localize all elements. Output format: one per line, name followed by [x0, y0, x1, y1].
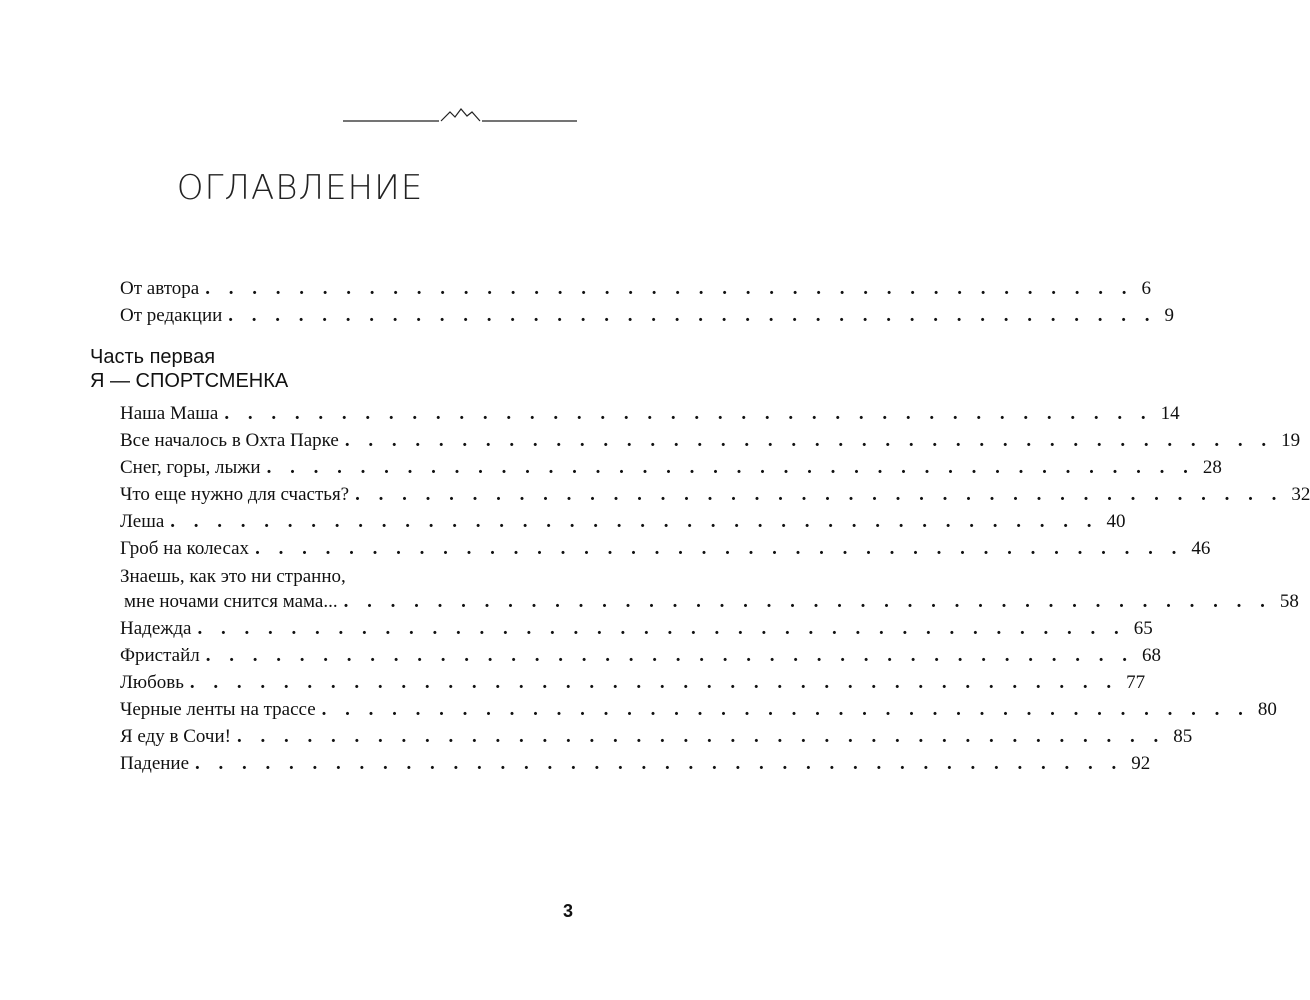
dot-leader: . . . . . . . . . . . . . . . . . . . . . . . . . . . . . . . . . . . . . . . .	[195, 753, 1124, 774]
toc-entry-title: Фристайл	[120, 645, 200, 666]
toc-entry-page: 92	[1131, 753, 1151, 774]
toc-entry-title: Черные ленты на трассе	[120, 699, 316, 720]
toc-entry-title: Снег, горы, лыжи	[120, 457, 261, 478]
toc-entry-title: От автора	[120, 278, 200, 299]
dot-leader: . . . . . . . . . . . . . . . . . . . . . . . . . . . . . . . . . . . . . . . .	[266, 457, 1195, 478]
toc-entry[interactable]	[120, 430, 1301, 452]
dot-leader: . . . . . . . . . . . . . . . . . . . . . . . . . . . . . . . . . . . . . . . .	[205, 645, 1134, 666]
toc-entry-page: 28	[1202, 457, 1222, 478]
dot-leader: . . . . . . . . . . . . . . . . . . . . . . . . . . . . . . . . . . . . . . . .	[344, 430, 1274, 451]
toc-entry[interactable]	[120, 538, 1211, 560]
toc-entry[interactable]	[120, 511, 1126, 533]
toc-entry-title: Надежда	[120, 618, 192, 639]
toc-entry-page: 58	[1279, 591, 1299, 612]
toc-entry-page: 19	[1281, 430, 1301, 451]
toc-entry[interactable]	[120, 672, 1146, 694]
part-label: Часть первая	[90, 346, 216, 368]
part-title: Я — СПОРТСМЕНКА	[90, 370, 289, 392]
dot-leader: . . . . . . . . . . . . . . . . . . . . . . . . . . . . . . . . . . . . . . . .	[355, 484, 1284, 505]
toc-entry[interactable]	[124, 591, 1299, 613]
dot-leader: . . . . . . . . . . . . . . . . . . . . . . . . . . . . . . . . . . . . . . . .	[224, 403, 1153, 424]
page-number: 3	[563, 901, 574, 921]
toc-entry[interactable]	[120, 699, 1277, 721]
toc-entry-title: Я еду в Сочи!	[120, 726, 231, 747]
toc-entry[interactable]	[120, 726, 1193, 748]
toc-entry-page: 6	[1141, 278, 1151, 299]
dot-leader: . . . . . . . . . . . . . . . . . . . . . . . . . . . . . . . . . . . . . . . .	[197, 618, 1126, 639]
toc-entry[interactable]	[120, 645, 1161, 667]
toc-entry[interactable]	[120, 403, 1180, 425]
toc-entry-title-line2: мне ночами снится мама...	[124, 591, 338, 612]
toc-entry-title: Что еще нужно для счастья?	[120, 484, 350, 505]
dot-leader: . . . . . . . . . . . . . . . . . . . . . . . . . . . . . . . . . . . . . . . .	[228, 305, 1157, 326]
toc-entry[interactable]	[120, 618, 1153, 640]
toc-entry-title-line1[interactable]: Знаешь, как это ни странно,	[120, 566, 346, 587]
toc-entry-page: 68	[1141, 645, 1161, 666]
dot-leader: . . . . . . . . . . . . . . . . . . . . . . . . . . . . . . . . . . . . . . . .	[170, 511, 1099, 532]
toc-entry-author[interactable]	[120, 278, 1151, 300]
dot-leader: . . . . . . . . . . . . . . . . . . . . . . . . . . . . . . . . . . . . . . . .	[189, 672, 1119, 693]
dot-leader: . . . . . . . . . . . . . . . . . . . . . . . . . . . . . . . . . . . . . . . .	[236, 726, 1166, 747]
toc-entry-page: 9	[1164, 305, 1175, 326]
toc-entry[interactable]	[120, 753, 1151, 775]
mountain-ornament-icon	[343, 106, 577, 128]
toc-entry-title: Леша	[120, 511, 165, 532]
toc-entry-page: 85	[1173, 726, 1193, 747]
dot-leader: . . . . . . . . . . . . . . . . . . . . . . . . . . . . . . . . . . . . . . . .	[255, 538, 1184, 559]
toc-entry[interactable]	[120, 457, 1222, 479]
toc-entry-editorial[interactable]	[120, 305, 1175, 327]
toc-entry-title: Все началось в Охта Парке	[120, 430, 339, 451]
page-title: ОГЛАВЛЕНИЕ	[176, 168, 424, 208]
dot-leader: . . . . . . . . . . . . . . . . . . . . . . . . . . . . . . . . . . . . . . . .	[321, 699, 1250, 720]
toc-entry-title: Падение	[120, 753, 190, 774]
toc-entry[interactable]	[120, 484, 1310, 506]
toc-entry-page: 46	[1191, 538, 1211, 559]
toc-entry-title: Любовь	[120, 672, 184, 693]
toc-entry-page: 32	[1291, 484, 1310, 505]
toc-entry-page: 14	[1160, 403, 1180, 424]
toc-entry-page: 80	[1257, 699, 1277, 720]
dot-leader: . . . . . . . . . . . . . . . . . . . . . . . . . . . . . . . . . . . . . . . .	[205, 278, 1134, 299]
toc-entry-title: Наша Маша	[120, 403, 219, 424]
dot-leader: . . . . . . . . . . . . . . . . . . . . . . . . . . . . . . . . . . . . . . . .	[343, 591, 1272, 612]
toc-entry-page: 65	[1133, 618, 1153, 639]
toc-entry-page: 77	[1126, 672, 1146, 693]
toc-entry-page: 40	[1106, 511, 1126, 532]
toc-entry-title: Гроб на колесах	[120, 538, 250, 559]
toc-entry-title: От редакции	[120, 305, 223, 326]
